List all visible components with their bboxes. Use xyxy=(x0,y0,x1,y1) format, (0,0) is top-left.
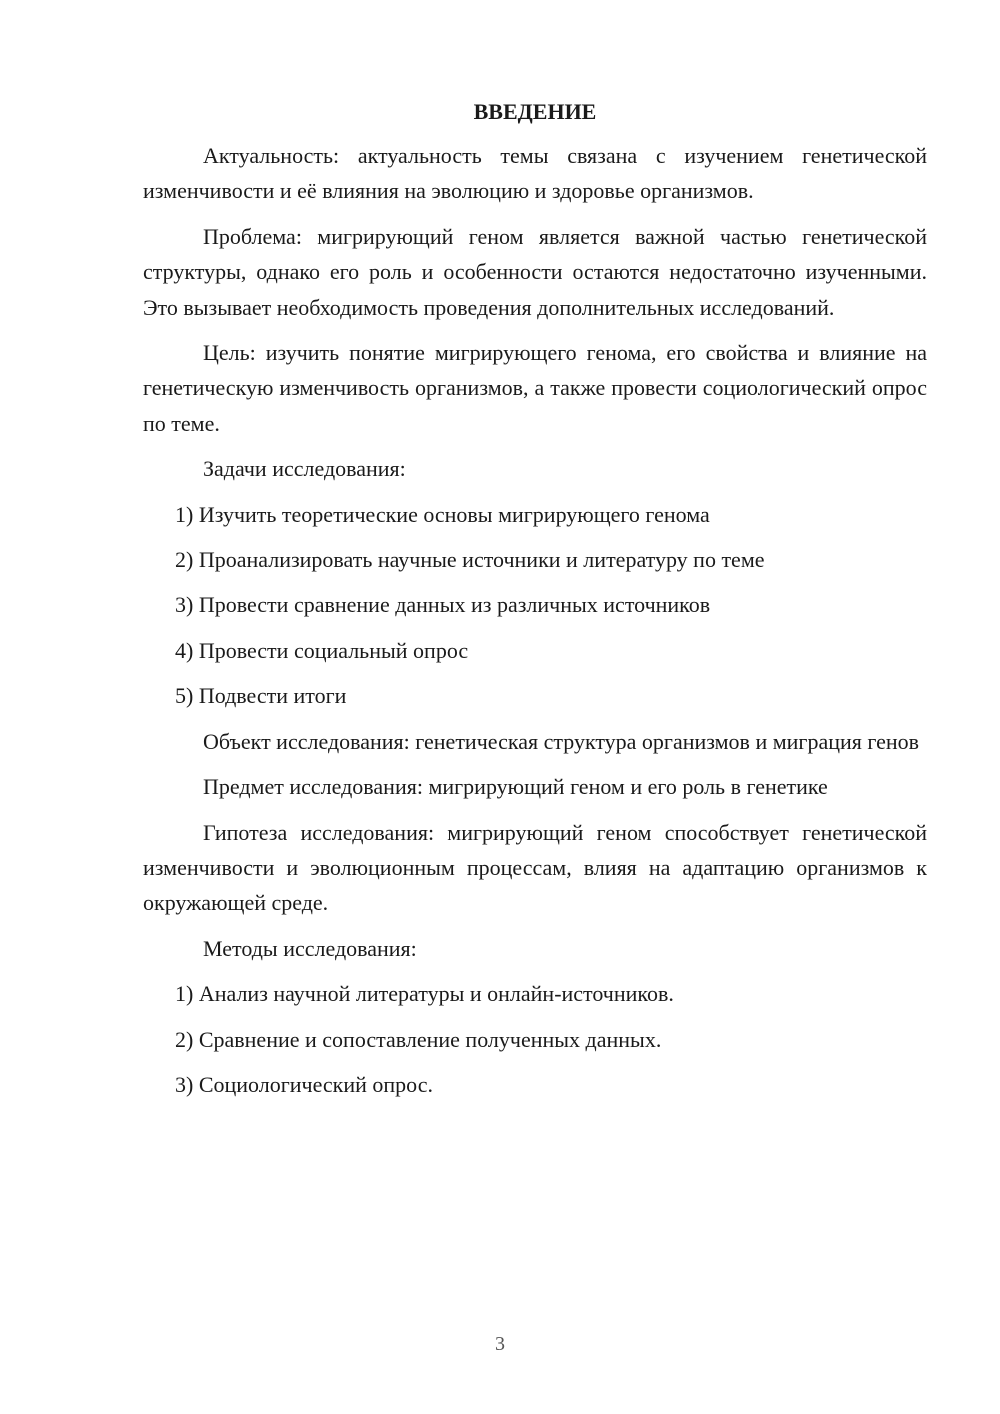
method-item: 3) Социологический опрос. xyxy=(175,1071,433,1097)
method-item: 2) Сравнение и сопоставление полученных данных. xyxy=(175,1026,662,1052)
task-item: 3) Провести сравнение данных из различных источников xyxy=(175,592,711,618)
tasks-heading: Задачи исследования: xyxy=(203,456,406,482)
object-paragraph: Объект исследования: генетическая структура организмов и миграция генов xyxy=(203,728,920,754)
hypothesis-paragraph: Гипотеза исследования: мигрирующий геном способствует генетической изменчивости и эволюционным процессам, влияя на адаптацию организмов к окружающей среде. xyxy=(143,819,927,916)
method-item: 1) Анализ научной литературы и онлайн-источников. xyxy=(175,981,674,1007)
problem-paragraph: Проблема: мигрирующий геном является важной частью генетической структуры, однако его роль и особенности остаются недостаточно изученными. Это вызывает необходимость проведения дополнительных исследований. xyxy=(143,223,927,320)
task-item: 5) Подвести итоги xyxy=(175,683,347,709)
methods-heading: Методы исследования: xyxy=(203,935,417,961)
page-content xyxy=(143,94,927,1112)
task-item: 2) Проанализировать научные источники и литературу по теме xyxy=(175,547,765,573)
page-title: ВВЕДЕНИЕ xyxy=(473,99,597,124)
relevance-paragraph: Актуальность: актуальность темы связана с изучением генетической изменчивости и её влияния на эволюцию и здоровье организмов. xyxy=(143,143,927,204)
task-item: 1) Изучить теоретические основы мигрирующего генома xyxy=(175,501,710,527)
page-number: 3 xyxy=(495,1333,505,1355)
task-item: 4) Провести социальный опрос xyxy=(175,637,469,663)
goal-paragraph: Цель: изучить понятие мигрирующего генома, его свойства и влияние на генетическую изменчивость организмов, а также провести социологический опрос по теме. xyxy=(143,340,927,436)
subject-paragraph: Предмет исследования: мигрирующий геном и его роль в генетике xyxy=(203,774,828,800)
